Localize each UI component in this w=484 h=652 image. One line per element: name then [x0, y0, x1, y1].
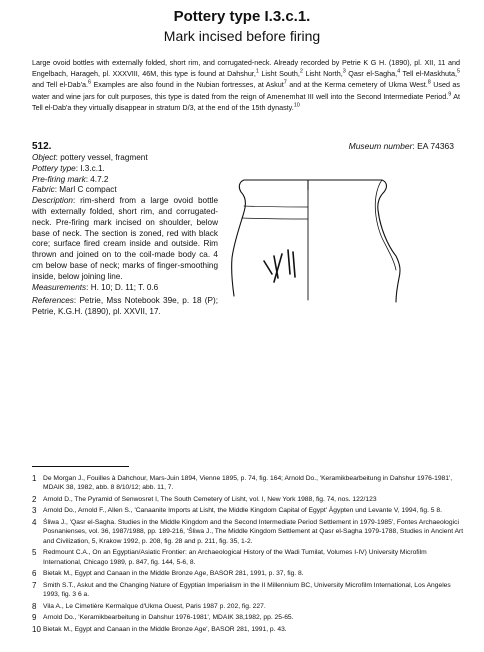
- footnote-divider: [32, 466, 129, 467]
- footnote-number: 1: [32, 474, 37, 483]
- footnote-text: Vila A., Le Cimetière Kermaïque d'Ukma Ouest, Paris 1987 p. 202, fig. 227.: [43, 602, 266, 610]
- intro-text: At Tell el-Dab'a they virtually disappear in stratum D/3, at the end of the 15th dynasty.: [32, 91, 461, 112]
- description-value: : rim-sherd from a large ovoid bottle with externally folded, short rim, and corrugated-neck. Pre-firing mark incised on shoulder, below base of neck. The section is zoned, red with black core; surface fired cream inside and outside. Rim thrown and joined on to the coil-made body ca. 4 cm below base of neck; marks of finger-smoothing inside, below joining line.: [32, 196, 218, 281]
- fabric-line: [32, 185, 218, 196]
- page-subtitle: Mark incised before firing: [163, 28, 321, 44]
- measurements-line: [32, 283, 218, 294]
- footnote: [32, 518, 464, 546]
- measurements-value: : H. 10; D. 11; T. 0.6: [86, 282, 159, 292]
- footnote-ref: 9: [448, 91, 452, 98]
- references-label: References: [32, 296, 74, 306]
- footnote-ref: 5: [456, 68, 460, 75]
- footnote: [32, 581, 464, 600]
- footnote-number: 9: [32, 613, 37, 623]
- footnote-text: Bietak M., Egypt and Canaan in the Middle Bronze Age, BASOR 281, 1991, p. 37, fig. 8.: [43, 570, 304, 578]
- object-value: : pottery vessel, fragment: [55, 153, 148, 162]
- footnote-number: 3: [32, 506, 37, 516]
- footnote: [32, 569, 464, 578]
- object-label: Object: [32, 153, 56, 162]
- footnote-ref: 10: [293, 102, 300, 109]
- intro-text: Lisht South,: [258, 69, 300, 79]
- footnote-number: 2: [32, 494, 37, 504]
- footnote-number: 7: [32, 580, 37, 590]
- intro-text: Large ovoid bottles with externally folded, short rim, and corrugated-neck. Already recorded by Petrie K G H. (1890), pl. XII, 11 and Engelbach, Harageh, pl. XXXVIII, 46M, this type is found at Dahshur,: [32, 58, 460, 79]
- catalogue-entry: [32, 153, 218, 318]
- description-label: Description: [32, 196, 73, 206]
- pre-firing-mark-label: Pre-firing mark: [32, 174, 86, 184]
- footnote: [32, 474, 464, 493]
- footnote: [32, 613, 464, 622]
- footnote-ref: 3: [342, 68, 346, 75]
- footnote: [32, 548, 464, 567]
- footnote-text: Arnold D., The Pyramid of Senwosret I, The South Cemetery of Lisht, vol. I, New York 1988, fig. 74, nos. 122/123: [43, 495, 377, 503]
- intro-text: Lisht North,: [302, 69, 343, 79]
- intro-text: and at the Kerma cemetery of Ukma West.: [286, 80, 428, 90]
- footnote-ref: 1: [255, 68, 259, 75]
- pottery-sherd-drawing: [230, 178, 405, 303]
- footnote: [32, 506, 464, 515]
- footnote: [32, 495, 464, 504]
- footnote-number: 4: [32, 517, 37, 527]
- footnote-ref: 2: [299, 68, 303, 75]
- pottery-type-label: Pottery type: [32, 163, 76, 173]
- museum-number: [349, 141, 454, 151]
- footnote-text: Redmount C.A., On an Egyptian/Asiatic Frontier: an Archaeological History of the Wadi Tumilat, Volumes I-IV) University Microfilm International, Chicago 1989, p. 847, fig. 144, 5-6, 8.: [43, 549, 427, 566]
- pre-firing-mark-value: : 4.7.2: [85, 174, 109, 184]
- footnote-text: Arnold Do., 'Keramikbearbeitung in Dahshur 1976-1981', MDAIK 38,1982, pp. 25-65.: [43, 614, 294, 622]
- museum-number-label: Museum number: [348, 141, 413, 151]
- object-line: [32, 153, 218, 164]
- pottery-type-value: : I.3.c.1.: [75, 163, 105, 173]
- description: [32, 196, 218, 282]
- intro-text: and Tell el-Dab'a.: [32, 80, 88, 90]
- references-value: : Petrie, Mss Notebook 39e, p. 18 (P); Petrie, K.G.H. (1890), pl. XXVII, 17.: [32, 296, 218, 317]
- footnote-ref: 7: [283, 80, 287, 87]
- pre-firing-mark-line: [32, 175, 218, 186]
- intro-paragraph: [32, 57, 460, 113]
- intro-text: Qasr el-Sagha,: [345, 69, 398, 79]
- fabric-value: : Marl C compact: [54, 185, 117, 195]
- fabric-label: Fabric: [32, 185, 55, 195]
- footnote-text: Arnold Do., Arnold F., Allen S., 'Canaanite Imports at Lisht, the Middle Kingdom Capital of Egypt' Ägypten und Levante V, 1994, fig. 5 8.: [43, 507, 442, 515]
- footnote-ref: 8: [427, 80, 431, 87]
- footnote: [32, 625, 464, 634]
- intro-text: Tell el-Maskhuta,: [400, 69, 457, 79]
- pottery-type-line: [32, 164, 218, 175]
- measurements-label: Measurements: [32, 282, 87, 292]
- footnote-number: 5: [32, 548, 37, 558]
- footnote-text: Bietak M., Egypt and Canaan in the Middle Bronze Age', BASOR 281, 1991, p. 43.: [43, 625, 287, 633]
- page-title: Pottery type I.3.c.1.: [173, 8, 311, 25]
- catalogue-number: 512.: [32, 141, 52, 152]
- footnote-ref: 4: [397, 68, 401, 75]
- footnotes: [32, 474, 464, 636]
- footnote-text: Śliwa J., 'Qasr el-Sagha. Studies in the Middle Kingdom and the Second Intermediate Period Settlement in 1979-1985', Fontes Archaeologici Posnanienses, vol. 36, 1987/1988, pp. 189-216, 'Śliwa J., The Middle Kingdom Settlement at Qasr el-Sagha 1979-1788, Studies in Ancient Art and Civilization, 5, Krakow 1992, p. 208, fig. 28 and p. 211, fig. 35, 1-2.: [43, 518, 464, 545]
- footnote-text: Smith S.T., Askut and the Changing Nature of Egyptian Imperialism in the II Millennium BC, University Microfilm International, Los Angeles 1993, fig. 3 6 a.: [43, 581, 451, 599]
- intro-text: Used as water and wine jars for cult purposes, this type is dated from the reign of Amenemhat III well into the Second Intermediate Period.: [32, 80, 460, 101]
- footnote-number: 10: [32, 624, 41, 634]
- footnote-text: De Morgan J., Fouilles à Dahchour, Mars-Juin 1894, Vienne 1895, p. 74, fig. 164; Arnold Do., 'Keramikbearbeitung in Dahshur 1976-1981', MDAIK 38, 1982, abb. 8 8/10/12; abb. 11, 7.: [43, 475, 453, 492]
- intro-text: Examples are also found in the Nubian fortresses, at Askut: [91, 80, 284, 90]
- museum-number-value: : EA 74363: [412, 141, 454, 151]
- footnote-number: 8: [32, 601, 37, 611]
- references: [32, 296, 218, 318]
- footnote-ref: 6: [88, 80, 92, 87]
- footnote: [32, 602, 464, 611]
- footnote-number: 6: [32, 569, 37, 579]
